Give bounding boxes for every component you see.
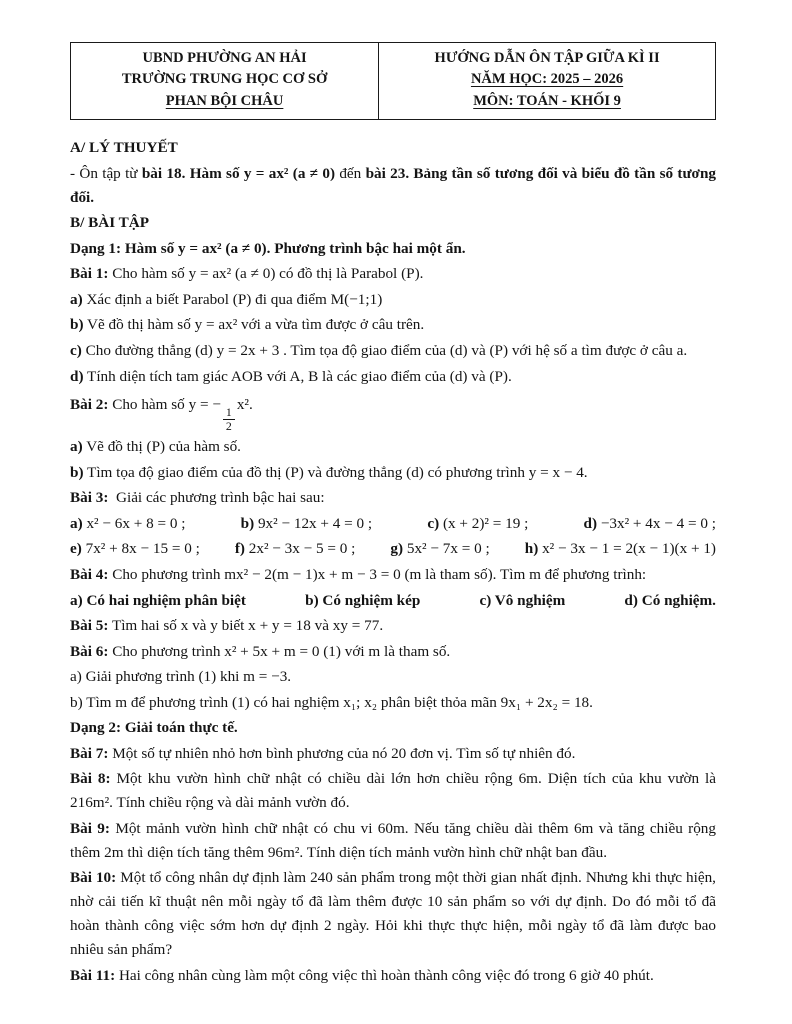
school-name: PHAN BỘI CHÂU: [165, 92, 284, 109]
bai9-label: Bài 9:: [70, 819, 110, 837]
bai6-a-label: a): [70, 668, 82, 686]
bai9-line: [70, 817, 716, 865]
bai2-label: Bài 2:: [70, 395, 109, 413]
bai3-b-label: b): [240, 514, 255, 532]
bai3-item-e: [70, 537, 200, 561]
bai4-options-row: [70, 589, 716, 613]
dang1-heading: [70, 237, 716, 261]
bai1-a-text: Xác định a biết Parabol (P) đi qua điểm M(−1;1): [86, 290, 383, 308]
bai3-item-f: [235, 537, 356, 561]
bai1-part-b: [70, 313, 716, 337]
bai2-b-text: Tìm tọa độ giao điểm của đồ thị (P) và đường thẳng (d) có phương trình y = x − 4.: [87, 463, 588, 481]
bai3-text: Giải các phương trình bậc hai sau:: [116, 489, 325, 507]
bai6-intro: [70, 640, 716, 664]
bai3-f-eq: 2x² − 3x − 5 = 0 ;: [248, 540, 356, 558]
bai1-c-label: c): [70, 341, 82, 359]
bai2-part-b: [70, 461, 716, 485]
bai8-line: [70, 767, 716, 815]
bai1-text: Cho hàm số y = ax² (a ≠ 0) có đồ thị là Parabol (P).: [112, 265, 424, 283]
bai3-d-eq: −3x² + 4x − 4 = 0 ;: [600, 514, 716, 532]
bai3-item-a: [70, 512, 185, 536]
bai1-label: Bài 1:: [70, 265, 109, 283]
bai11-text: Hai công nhân cùng làm một công việc thì hoàn thành công việc đó trong 6 giờ 40 phút.: [118, 966, 654, 984]
header-left-cell: [71, 43, 379, 120]
bai4-option-c: c) Vô nghiệm: [479, 591, 566, 609]
bai9-text: Một mảnh vườn hình chữ nhật có chu vi 60m. Nếu tăng chiều dài thêm 6m và tăng chiều rộng thêm 2m thì diện tích tăng thêm 96m². Tính diện tích mảnh vườn hình chữ nhật ban đầu.: [70, 819, 716, 861]
dang2-heading: [70, 716, 716, 740]
bai3-item-b: [241, 512, 373, 536]
bai3-h-eq: x² − 3x − 1 = 2(x − 1)(x + 1): [542, 540, 716, 558]
bai10-line: [70, 866, 716, 962]
bai5-line: [70, 614, 716, 638]
bai3-h-label: h): [524, 540, 539, 558]
bai3-item-g: [390, 537, 489, 561]
subject-grade: MÔN: TOÁN - KHỐI 9: [473, 92, 621, 109]
bai1-c-text: Cho đường thẳng (d) y = 2x + 3 . Tìm tọa độ giao điểm của (d) và (P) với hệ số a tìm được ở câu a.: [85, 341, 688, 359]
section-b-title-text: B/ BÀI TẬP: [70, 214, 150, 232]
org-line-2: TRƯỜNG TRUNG HỌC CƠ SỞ: [121, 71, 328, 88]
bai1-a-label: a): [70, 290, 83, 308]
bai1-b-label: b): [70, 316, 84, 334]
bai7-label: Bài 7:: [70, 744, 109, 762]
theory-pre: - Ôn tập từ: [70, 164, 142, 182]
document-body: [70, 136, 716, 987]
bai2-part-a: [70, 435, 716, 459]
bai6-b-label: b): [70, 693, 83, 711]
bai3-item-d: [584, 512, 717, 536]
bai11-line: [70, 964, 716, 988]
bai7-line: [70, 742, 716, 766]
header-right-cell: [379, 43, 716, 120]
bai2-intro: [70, 393, 716, 434]
bai1-b-text: Vẽ đồ thị hàm số y = ax² với a vừa tìm được ở câu trên.: [87, 316, 425, 334]
bai6-part-b: [70, 691, 716, 715]
fraction-numerator: 1: [223, 406, 235, 420]
bai3-e-eq: 7x² + 8x − 15 = 0 ;: [85, 540, 200, 558]
bai4-text: Cho phương trình mx² − 2(m − 1)x + m − 3 = 0 (m là tham số). Tìm m để phương trình:: [112, 566, 647, 583]
bai1-part-a: [70, 288, 716, 312]
section-b-title: [70, 211, 716, 235]
bai7-text: Một số tự nhiên nhỏ hơn bình phương của nó 20 đơn vị. Tìm số tự nhiên đó.: [112, 744, 576, 762]
bai1-d-text: Tính diện tích tam giác AOB với A, B là các giao điểm của (d) và (P).: [87, 367, 512, 385]
bai6-part-a: [70, 665, 716, 689]
bai3-equations-row-2: [70, 537, 716, 561]
bai3-equations-row-1: [70, 512, 716, 536]
bai2-b-label: b): [70, 463, 84, 481]
theory-review-line: [70, 162, 716, 210]
bai1-part-d: [70, 365, 716, 389]
bai3-a-label: a): [70, 514, 83, 532]
bai5-text: Tìm hai số x và y biết x + y = 18 và xy = 77.: [111, 617, 384, 635]
bai3-label: Bài 3:: [70, 489, 109, 507]
bai4-option-d: d) Có nghiệm.: [624, 591, 716, 609]
bai3-b-eq: 9x² − 12x + 4 = 0 ;: [257, 514, 373, 532]
bai2-a-text: Vẽ đồ thị (P) của hàm số.: [86, 438, 241, 456]
bai4-option-b: b) Có nghiệm kép: [305, 591, 421, 609]
fraction-denominator: 2: [225, 419, 232, 434]
bai3-d-label: d): [583, 514, 598, 532]
fraction-one-half: [223, 406, 235, 434]
bai3-e-label: e): [70, 540, 82, 558]
bai3-intro: [70, 486, 716, 510]
theory-mid: đến: [335, 164, 366, 182]
bai6-text: Cho phương trình x² + 5x + m = 0 (1) với m là tham số.: [112, 642, 451, 660]
bai2-a-label: a): [70, 438, 83, 456]
doc-title: HƯỚNG DẪN ÔN TẬP GIỮA KÌ II: [434, 50, 660, 66]
bai10-label: Bài 10:: [70, 869, 117, 887]
bai3-f-label: f): [234, 540, 245, 558]
bai2-post: x².: [236, 395, 253, 413]
bai1-intro: [70, 262, 716, 286]
section-a-title-text: A/ LÝ THUYẾT: [70, 139, 178, 157]
bai1-d-label: d): [70, 367, 84, 385]
school-year: NĂM HỌC: 2025 – 2026: [470, 71, 624, 88]
theory-bold-2: bài 23. Bảng tần số tương đối và biểu đồ tần số tương đối.: [70, 164, 717, 206]
bai8-label: Bài 8:: [70, 770, 111, 788]
bai11-label: Bài 11:: [70, 966, 116, 984]
bai2-pre: Cho hàm số y = −: [112, 395, 221, 413]
bai3-g-label: g): [390, 540, 404, 558]
bai3-g-eq: 5x² − 7x = 0 ;: [406, 540, 490, 558]
bai3-c-label: c): [427, 514, 440, 532]
section-a-title: [70, 136, 716, 160]
theory-bold-1: bài 18. Hàm số y = ax² (a ≠ 0): [141, 164, 336, 182]
bai6-b-text: Tìm m để phương trình (1) có hai nghiệm x₁; x₂ phân biệt thỏa mãn 9x₁ + 2x₂ = 18.: [86, 693, 593, 711]
bai4-label: Bài 4:: [70, 566, 109, 583]
org-line-1: UBND PHƯỜNG AN HẢI: [142, 50, 307, 66]
bai3-a-eq: x² − 6x + 8 = 0 ;: [86, 514, 186, 532]
bai3-c-eq: (x + 2)² = 19 ;: [442, 514, 529, 532]
bai3-item-c: [427, 512, 528, 536]
bai6-label: Bài 6:: [70, 642, 109, 660]
header-table: [70, 42, 716, 120]
bai5-label: Bài 5:: [70, 617, 109, 635]
bai8-text: Một khu vườn hình chữ nhật có chiều dài lớn hơn chiều rộng 6m. Diện tích của khu vườn là 216m². Tính chiều rộng và dài mảnh vườn đó.: [70, 770, 716, 812]
bai10-text: Một tổ công nhân dự định làm 240 sản phẩm trong một thời gian nhất định. Nhưng khi thực hiện, nhờ cải tiến kĩ thuật nên mỗi ngày tổ đã làm thêm được 10 sản phẩm so với dự định. Do đó mỗi tổ đã hoàn thành công việc sớm hơn dự định 2 ngày. Hỏi khi thực thực hiện, mỗi ngày tổ đã làm được bao nhiêu sản phẩm?: [70, 869, 716, 959]
dang1-heading-text: Dạng 1: Hàm số y = ax² (a ≠ 0). Phương trình bậc hai một ẩn.: [70, 239, 466, 257]
bai6-a-text: Giải phương trình (1) khi m = −3.: [85, 668, 292, 686]
bai4-intro: [70, 563, 716, 587]
bai3-item-h: [525, 537, 716, 561]
bai4-option-a: a) Có hai nghiệm phân biệt: [70, 591, 246, 609]
bai1-part-c: [70, 339, 716, 363]
dang2-heading-text: Dạng 2: Giải toán thực tế.: [70, 719, 238, 737]
